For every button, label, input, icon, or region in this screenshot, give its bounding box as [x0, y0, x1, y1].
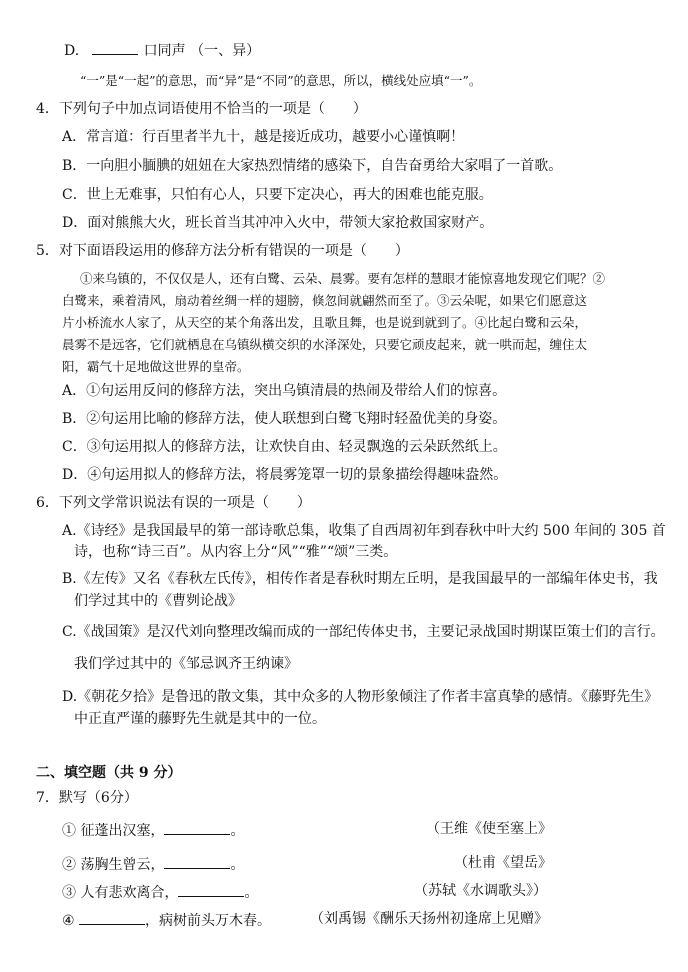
- item-text-after: 。: [244, 885, 259, 901]
- q6-option-d-line1: D.《朝花夕拾》是鲁迅的散文集，其中众多的人物形象倾注了作者丰富真挚的感情。《藤野先生》: [62, 689, 659, 705]
- q6-stem: 6．下列文学常识说法有误的一项是（ ）: [36, 495, 311, 511]
- q5-option-b: B．②句运用比喻的修辞方法，使人联想到白鹭飞翔时轻盈优美的身姿。: [62, 411, 507, 427]
- item-number: ①: [62, 823, 76, 839]
- q4-option-a: A．常言道：行百里者半九十，越是接近成功，越要小心谨慎啊！: [62, 129, 465, 145]
- q5-passage-line: 白鹭来，乘着清风，扇动着丝绸一样的翅膀，倏忽间就翩然而至了。③云朵呢，如果它们愿意这: [62, 293, 588, 308]
- item-number: ②: [62, 857, 76, 873]
- q5-passage-line: 晨雾不是远客，它们就栖息在乌镇纵横交织的水泽深处，只要它顽皮起来，就一哄而起，缠住太: [62, 337, 588, 352]
- item-source: （杜甫《望岳》: [454, 855, 552, 871]
- q4-option-b: B．一向胆小腼腆的妞妞在大家热烈情绪的感染下，自告奋勇给大家唱了一首歌。: [62, 158, 563, 174]
- dictation-item-1: [62, 820, 244, 840]
- q6-option-b-line2: 们学过其中的《曹刿论战》: [74, 593, 242, 609]
- dictation-item-2: [62, 854, 244, 874]
- item-text-after: ，病树前头万木春。: [145, 913, 272, 929]
- q4-option-c: C．世上无难事，只怕有心人，只要下定决心，再大的困难也能克服。: [62, 187, 493, 203]
- q5-option-a: A．①句运用反问的修辞方法，突出乌镇清晨的热闹及带给人们的惊喜。: [62, 383, 507, 399]
- q5-passage-line: 阳，霸气十足地做这世界的皇帝。: [62, 359, 250, 374]
- q6-option-c-line1: C.《战国策》是汉代刘向整理改编而成的一部纪传体史书，主要记录战国时期谋臣策士们的言行。: [62, 624, 665, 640]
- item-text-after: 。: [230, 823, 245, 839]
- section-heading: 二、填空题（共 9 分）: [36, 765, 182, 781]
- q3-answer-blank: [92, 40, 138, 55]
- q5-option-c: C．③句运用拟人的修辞方法，让欢快自由、轻灵飘逸的云朵跃然纸上。: [62, 439, 507, 455]
- dictation-item-3: [62, 882, 258, 902]
- answer-blank[interactable]: [164, 854, 230, 869]
- item-text-after: 。: [230, 857, 245, 873]
- q3-option-d-label: D.: [64, 43, 80, 59]
- q4-option-d: D．面对熊熊大火，班长首当其冲冲入火中，带领大家抢救国家财产。: [62, 215, 494, 231]
- item-text-before: 人有悲欢离合，: [80, 885, 179, 901]
- answer-blank[interactable]: [178, 882, 244, 897]
- q5-stem: 5．对下面语段运用的修辞方法分析有错误的一项是（ ）: [36, 243, 409, 259]
- q3-option-d: [64, 40, 260, 60]
- item-text-before: 荡胸生曾云，: [80, 857, 165, 873]
- q6-option-a-line2: 诗，也称“诗三百”。从内容上分“风”“雅”“颂”三类。: [74, 544, 398, 560]
- item-text-before: 征蓬出汉塞，: [80, 823, 165, 839]
- dictation-item-4: [62, 910, 271, 930]
- q3-explanation: “一”是“一起”的意思，而“异”是“不同”的意思，所以，横线处应填“一”。: [80, 73, 482, 88]
- q4-stem: 4．下列句子中加点词语使用不恰当的一项是（ ）: [36, 101, 367, 117]
- item-number: ④: [62, 913, 75, 929]
- item-source: （苏轼《水调歌头》）: [414, 883, 547, 899]
- q6-option-a-line1: A.《诗经》是我国最早的第一部诗歌总集，收集了自西周初年到春秋中叶大约 500 年间的 305 首: [62, 523, 666, 539]
- q5-passage-line: 片小桥流水人家了，从天空的某个角落出发，且歌且舞，也是说到就到了。④比起白鹭和云朵，: [62, 315, 588, 330]
- q7-stem: 7．默写（6分）: [36, 790, 138, 806]
- answer-blank[interactable]: [79, 910, 145, 925]
- item-source: （刘禹锡《酬乐天扬州初逢席上见赠》: [310, 911, 548, 927]
- q5-passage-line: ①来乌镇的，不仅仅是人，还有白鹭、云朵、晨雾。要有怎样的慧眼才能惊喜地发现它们呢？②: [80, 271, 606, 286]
- q6-option-b-line1: B.《左传》又名《春秋左氏传》，相传作者是春秋时期左丘明，是我国最早的一部编年体史书，我: [62, 571, 658, 587]
- item-number: ③: [62, 885, 76, 901]
- item-source: （王维《使至塞上》: [426, 821, 552, 837]
- q6-option-d-line2: 中正直严谨的藤野先生就是其中的一位。: [74, 711, 326, 727]
- answer-blank[interactable]: [164, 820, 230, 835]
- q5-option-d: D．④句运用拟人的修辞方法，将晨雾笼罩一切的景象描绘得趣味盎然。: [62, 467, 508, 483]
- q3-option-d-suffix: 口同声 （一、异）: [143, 43, 261, 59]
- q6-option-c-line2: 我们学过其中的《邹忌讽齐王纳谏》: [74, 656, 298, 672]
